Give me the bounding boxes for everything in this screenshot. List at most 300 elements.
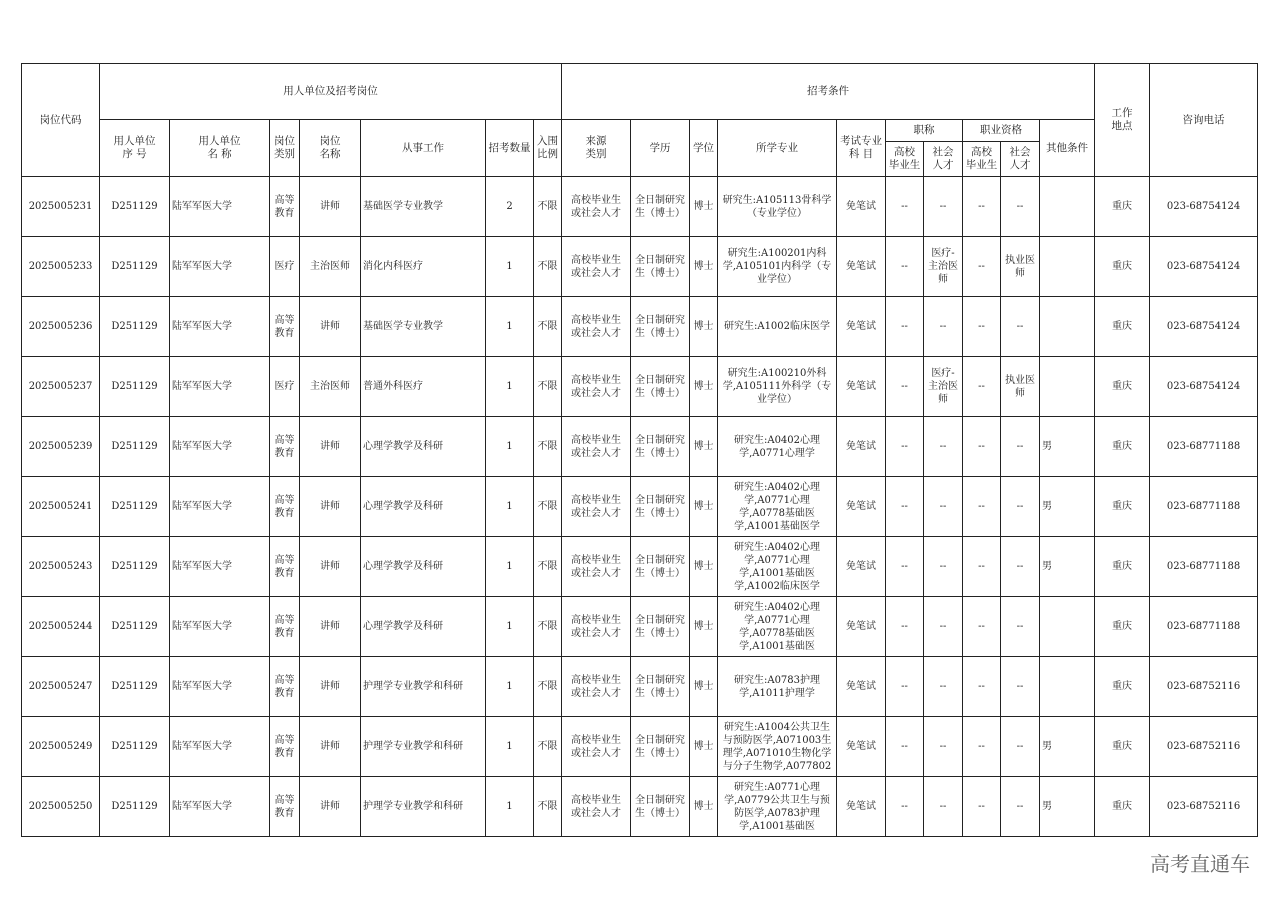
major-cell [718,477,837,537]
table-row [22,537,1258,597]
education-cell-text: 全日制研究 生（博士） [635,314,686,339]
qual-grad-cell [963,597,1001,657]
seq-cell-text: D251129 [111,501,158,512]
header-unit-seq: 用人单位 序 号 [100,120,170,177]
unit-cell-text: 陆军军医大学 [172,321,232,332]
ratio-cell [534,417,562,477]
post-cell [300,357,361,417]
ratio-cell-text: 不限 [537,621,558,632]
title-grad-cell-text: -- [901,801,908,812]
title-grad-cell [886,537,924,597]
source-cell-text: 高校毕业生 或社会人才 [571,794,622,819]
header-title-social: 社会 人才 [924,142,963,177]
major-cell [718,177,837,237]
code-cell [22,177,100,237]
title-grad-cell-text: -- [901,561,908,572]
title-grad-cell-text: -- [901,321,908,332]
location-cell [1095,537,1150,597]
unit-cell-text: 陆军军医大学 [172,621,232,632]
qual-social-cell-text: -- [1016,801,1024,812]
work-cell-text: 护理学专业教学和科研 [363,681,463,692]
exam-cell-text: 免笔试 [846,501,877,512]
table-row [22,177,1258,237]
location-cell-text: 重庆 [1112,681,1133,692]
work-cell [361,297,486,357]
location-cell [1095,177,1150,237]
phone-cell-text: 023-68752116 [1166,681,1241,692]
major-cell-text: 研究生:A0771心理 学,A0779公共卫生与预 防医学,A0783护理 学,A1001基础医 [724,781,830,832]
other-cell [1040,717,1095,777]
phone-cell-text: 023-68754124 [1166,381,1241,392]
education-cell [631,417,690,477]
type-cell-text: 高等 教育 [274,434,295,459]
type-cell [270,477,300,537]
unit-cell [170,297,270,357]
phone-cell [1150,717,1258,777]
location-cell [1095,657,1150,717]
unit-cell [170,657,270,717]
source-cell [562,477,631,537]
degree-cell-text: 博士 [693,381,714,392]
unit-cell [170,177,270,237]
title-grad-cell-text: -- [901,261,908,272]
degree-cell [690,417,718,477]
degree-cell-text: 博士 [693,561,714,572]
education-cell-text: 全日制研究 生（博士） [635,554,686,579]
other-cell-text: 男 [1042,441,1053,452]
qual-social-cell-text: -- [1016,501,1024,512]
degree-cell [690,177,718,237]
title-grad-cell [886,357,924,417]
code-cell [22,477,100,537]
exam-cell-text: 免笔试 [846,741,877,752]
title-social-cell-text: 医疗- 主治医 师 [928,248,959,285]
education-cell-text: 全日制研究 生（博士） [635,434,686,459]
phone-cell-text: 023-68771188 [1166,561,1241,572]
header-group-employer: 用人单位及招考岗位 [100,64,562,120]
major-cell [718,657,837,717]
phone-cell [1150,357,1258,417]
qual-social-cell-text: -- [1016,741,1024,752]
title-social-cell [924,717,963,777]
unit-cell [170,237,270,297]
post-cell [300,597,361,657]
seq-cell [100,477,170,537]
seq-cell [100,177,170,237]
other-cell [1040,537,1095,597]
source-cell [562,777,631,837]
degree-cell [690,297,718,357]
other-cell [1040,477,1095,537]
table-header [22,64,1258,177]
qual-social-cell-text: -- [1016,321,1024,332]
source-cell [562,177,631,237]
source-cell-text: 高校毕业生 或社会人才 [571,254,622,279]
header-exam: 考试专业 科 目 [837,120,886,177]
exam-cell [837,477,886,537]
ratio-cell-text: 不限 [537,441,558,452]
seq-cell-text: D251129 [111,741,158,752]
header-work: 从事工作 [361,120,486,177]
qual-grad-cell [963,777,1001,837]
other-cell [1040,177,1095,237]
post-cell [300,657,361,717]
ratio-cell-text: 不限 [537,561,558,572]
ratio-cell [534,177,562,237]
table-body [22,177,1258,837]
degree-cell-text: 博士 [693,801,714,812]
major-cell [718,597,837,657]
phone-cell-text: 023-68754124 [1166,201,1241,212]
seq-cell [100,537,170,597]
count-cell [486,657,534,717]
qual-grad-cell [963,657,1001,717]
table-row [22,357,1258,417]
title-grad-cell [886,717,924,777]
exam-cell [837,717,886,777]
ratio-cell [534,237,562,297]
degree-cell-text: 博士 [693,261,714,272]
post-cell [300,297,361,357]
title-social-cell-text: -- [939,441,947,452]
code-cell [22,657,100,717]
table-row [22,777,1258,837]
source-cell [562,597,631,657]
exam-cell [837,777,886,837]
work-cell [361,777,486,837]
type-cell [270,777,300,837]
source-cell-text: 高校毕业生 或社会人才 [571,494,622,519]
post-cell [300,537,361,597]
type-cell-text: 高等 教育 [274,494,295,519]
ratio-cell [534,537,562,597]
qual-social-cell-text: 执业医 师 [1005,254,1036,279]
seq-cell-text: D251129 [111,561,158,572]
unit-cell-text: 陆军军医大学 [172,501,232,512]
type-cell [270,357,300,417]
location-cell-text: 重庆 [1112,501,1133,512]
table-row [22,657,1258,717]
education-cell [631,717,690,777]
header-post-code: 岗位代码 [22,64,100,177]
other-cell [1040,657,1095,717]
count-cell [486,357,534,417]
count-cell [486,597,534,657]
major-cell-text: 研究生:A1002临床医学 [723,321,831,332]
location-cell [1095,297,1150,357]
location-cell [1095,417,1150,477]
phone-cell-text: 023-68771188 [1166,621,1241,632]
header-post-type: 岗位 类别 [270,120,300,177]
title-grad-cell-text: -- [901,381,908,392]
qual-social-cell [1001,357,1040,417]
location-cell [1095,777,1150,837]
code-cell [22,297,100,357]
major-cell-text: 研究生:A0402心理 学,A0771心理学 [733,434,821,459]
unit-cell [170,477,270,537]
seq-cell-text: D251129 [111,321,158,332]
watermark: 高考直通车 [1150,852,1250,876]
code-cell [22,777,100,837]
qual-social-cell [1001,597,1040,657]
ratio-cell-text: 不限 [537,261,558,272]
code-cell [22,357,100,417]
title-social-cell-text: -- [939,201,947,212]
title-grad-cell [886,297,924,357]
type-cell [270,417,300,477]
major-cell-text: 研究生:A105113骨科学 （专业学位） [722,194,832,219]
title-grad-cell-text: -- [901,741,908,752]
type-cell [270,177,300,237]
degree-cell [690,477,718,537]
work-cell [361,597,486,657]
title-social-cell-text: -- [939,621,947,632]
header-post-name: 岗位 名称 [300,120,361,177]
education-cell [631,477,690,537]
exam-cell [837,417,886,477]
work-cell-text: 护理学专业教学和科研 [363,801,463,812]
ratio-cell-text: 不限 [537,501,558,512]
unit-cell-text: 陆军军医大学 [172,381,232,392]
source-cell [562,657,631,717]
code-cell [22,537,100,597]
location-cell-text: 重庆 [1112,801,1133,812]
seq-cell [100,297,170,357]
education-cell-text: 全日制研究 生（博士） [635,494,686,519]
code-cell-text: 2025005243 [28,561,93,572]
location-cell [1095,357,1150,417]
exam-cell-text: 免笔试 [846,561,877,572]
education-cell-text: 全日制研究 生（博士） [635,254,686,279]
qual-grad-cell-text: -- [978,801,985,812]
post-cell-text: 讲师 [320,621,340,632]
exam-cell [837,177,886,237]
unit-cell [170,417,270,477]
education-cell [631,357,690,417]
degree-cell-text: 博士 [693,681,714,692]
count-cell [486,177,534,237]
header-qual-group: 职业资格 [963,120,1040,142]
ratio-cell [534,657,562,717]
degree-cell-text: 博士 [693,441,714,452]
exam-cell-text: 免笔试 [846,201,877,212]
exam-cell-text: 免笔试 [846,621,877,632]
other-cell [1040,417,1095,477]
qual-social-cell-text: -- [1016,201,1024,212]
qual-social-cell-text: -- [1016,561,1024,572]
header-ratio: 入围 比例 [534,120,562,177]
type-cell-text: 高等 教育 [274,674,295,699]
exam-cell-text: 免笔试 [846,681,877,692]
code-cell-text: 2025005250 [28,801,93,812]
degree-cell [690,237,718,297]
type-cell [270,237,300,297]
qual-grad-cell-text: -- [978,621,985,632]
title-grad-cell-text: -- [901,201,908,212]
type-cell-text: 医疗 [274,381,295,392]
ratio-cell [534,777,562,837]
source-cell-text: 高校毕业生 或社会人才 [571,374,622,399]
location-cell-text: 重庆 [1112,261,1133,272]
code-cell-text: 2025005244 [28,621,93,632]
other-cell-text: 男 [1042,501,1053,512]
code-cell [22,417,100,477]
seq-cell-text: D251129 [111,801,158,812]
seq-cell [100,717,170,777]
qual-social-cell [1001,537,1040,597]
title-social-cell [924,417,963,477]
qual-grad-cell [963,717,1001,777]
location-cell-text: 重庆 [1112,441,1133,452]
count-cell [486,477,534,537]
exam-cell-text: 免笔试 [846,441,877,452]
count-cell [486,537,534,597]
title-grad-cell-text: -- [901,621,908,632]
count-cell-text: 1 [506,261,513,272]
degree-cell [690,537,718,597]
qual-social-cell-text: 执业医 师 [1005,374,1036,399]
type-cell-text: 高等 教育 [274,554,295,579]
other-cell [1040,357,1095,417]
header-title-group: 职称 [886,120,963,142]
qual-social-cell [1001,297,1040,357]
phone-cell [1150,177,1258,237]
title-grad-cell-text: -- [901,441,908,452]
type-cell-text: 高等 教育 [274,794,295,819]
source-cell-text: 高校毕业生 或社会人才 [571,194,622,219]
degree-cell [690,357,718,417]
work-cell [361,657,486,717]
education-cell-text: 全日制研究 生（博士） [635,194,686,219]
code-cell-text: 2025005236 [28,321,93,332]
seq-cell-text: D251129 [111,441,158,452]
qual-grad-cell-text: -- [978,321,985,332]
post-cell [300,237,361,297]
count-cell [486,717,534,777]
unit-cell [170,357,270,417]
post-cell-text: 主治医师 [310,381,350,392]
source-cell-text: 高校毕业生 或社会人才 [571,314,622,339]
type-cell-text: 高等 教育 [274,734,295,759]
unit-cell [170,597,270,657]
major-cell-text: 研究生:A0783护理 学,A1011护理学 [733,674,821,699]
source-cell-text: 高校毕业生 或社会人才 [571,674,622,699]
post-cell-text: 讲师 [320,741,340,752]
qual-social-cell [1001,417,1040,477]
phone-cell [1150,657,1258,717]
table-row [22,477,1258,537]
title-social-cell [924,597,963,657]
qual-grad-cell [963,537,1001,597]
seq-cell-text: D251129 [111,381,158,392]
other-cell [1040,237,1095,297]
count-cell [486,417,534,477]
location-cell [1095,237,1150,297]
code-cell-text: 2025005239 [28,441,93,452]
type-cell [270,597,300,657]
major-cell-text: 研究生:A1004公共卫生 与预防医学,A071003生 理学,A071010生物化学 与分子生物学,A077802 [722,721,832,772]
header-title-grad: 高校 毕业生 [886,142,924,177]
title-grad-cell [886,177,924,237]
title-social-cell-text: -- [939,681,947,692]
seq-cell-text: D251129 [111,261,158,272]
seq-cell [100,237,170,297]
post-cell-text: 讲师 [320,561,340,572]
phone-cell-text: 023-68771188 [1166,441,1241,452]
type-cell-text: 高等 教育 [274,614,295,639]
major-cell [718,357,837,417]
unit-cell-text: 陆军军医大学 [172,801,232,812]
phone-cell [1150,537,1258,597]
ratio-cell-text: 不限 [537,741,558,752]
degree-cell [690,597,718,657]
post-cell-text: 讲师 [320,681,340,692]
ratio-cell-text: 不限 [537,321,558,332]
header-qual-social: 社会 人才 [1001,142,1040,177]
work-cell-text: 基础医学专业教学 [363,321,443,332]
table-row [22,717,1258,777]
phone-cell-text: 023-68771188 [1166,501,1241,512]
location-cell [1095,597,1150,657]
phone-cell [1150,237,1258,297]
post-cell-text: 讲师 [320,441,340,452]
other-cell-text: 男 [1042,741,1053,752]
major-cell-text: 研究生:A0402心理 学,A0771心理 学,A0778基础医 学,A1001基础医 [733,601,821,652]
qual-social-cell [1001,177,1040,237]
phone-cell-text: 023-68754124 [1166,321,1241,332]
ratio-cell [534,717,562,777]
qual-social-cell-text: -- [1016,621,1024,632]
phone-cell [1150,477,1258,537]
work-cell [361,357,486,417]
education-cell-text: 全日制研究 生（博士） [635,374,686,399]
location-cell-text: 重庆 [1112,381,1133,392]
qual-grad-cell [963,237,1001,297]
title-social-cell [924,477,963,537]
count-cell-text: 1 [506,801,513,812]
code-cell-text: 2025005231 [28,201,93,212]
header-degree: 学位 [690,120,718,177]
count-cell-text: 1 [506,501,513,512]
title-grad-cell [886,417,924,477]
exam-cell-text: 免笔试 [846,321,877,332]
title-social-cell-text: -- [939,801,947,812]
seq-cell [100,357,170,417]
count-cell-text: 1 [506,381,513,392]
ratio-cell [534,357,562,417]
work-cell [361,717,486,777]
major-cell [718,237,837,297]
title-grad-cell [886,657,924,717]
work-cell [361,537,486,597]
qual-social-cell [1001,657,1040,717]
degree-cell-text: 博士 [693,621,714,632]
post-cell-text: 讲师 [320,801,340,812]
code-cell [22,597,100,657]
major-cell [718,717,837,777]
degree-cell [690,777,718,837]
ratio-cell [534,297,562,357]
header-location: 工作 地点 [1095,64,1150,177]
work-cell-text: 心理学教学及科研 [363,621,443,632]
work-cell [361,177,486,237]
phone-cell-text: 023-68754124 [1166,261,1241,272]
seq-cell-text: D251129 [111,201,158,212]
code-cell-text: 2025005237 [28,381,93,392]
post-cell-text: 主治医师 [310,261,350,272]
code-cell-text: 2025005247 [28,681,93,692]
post-cell [300,177,361,237]
